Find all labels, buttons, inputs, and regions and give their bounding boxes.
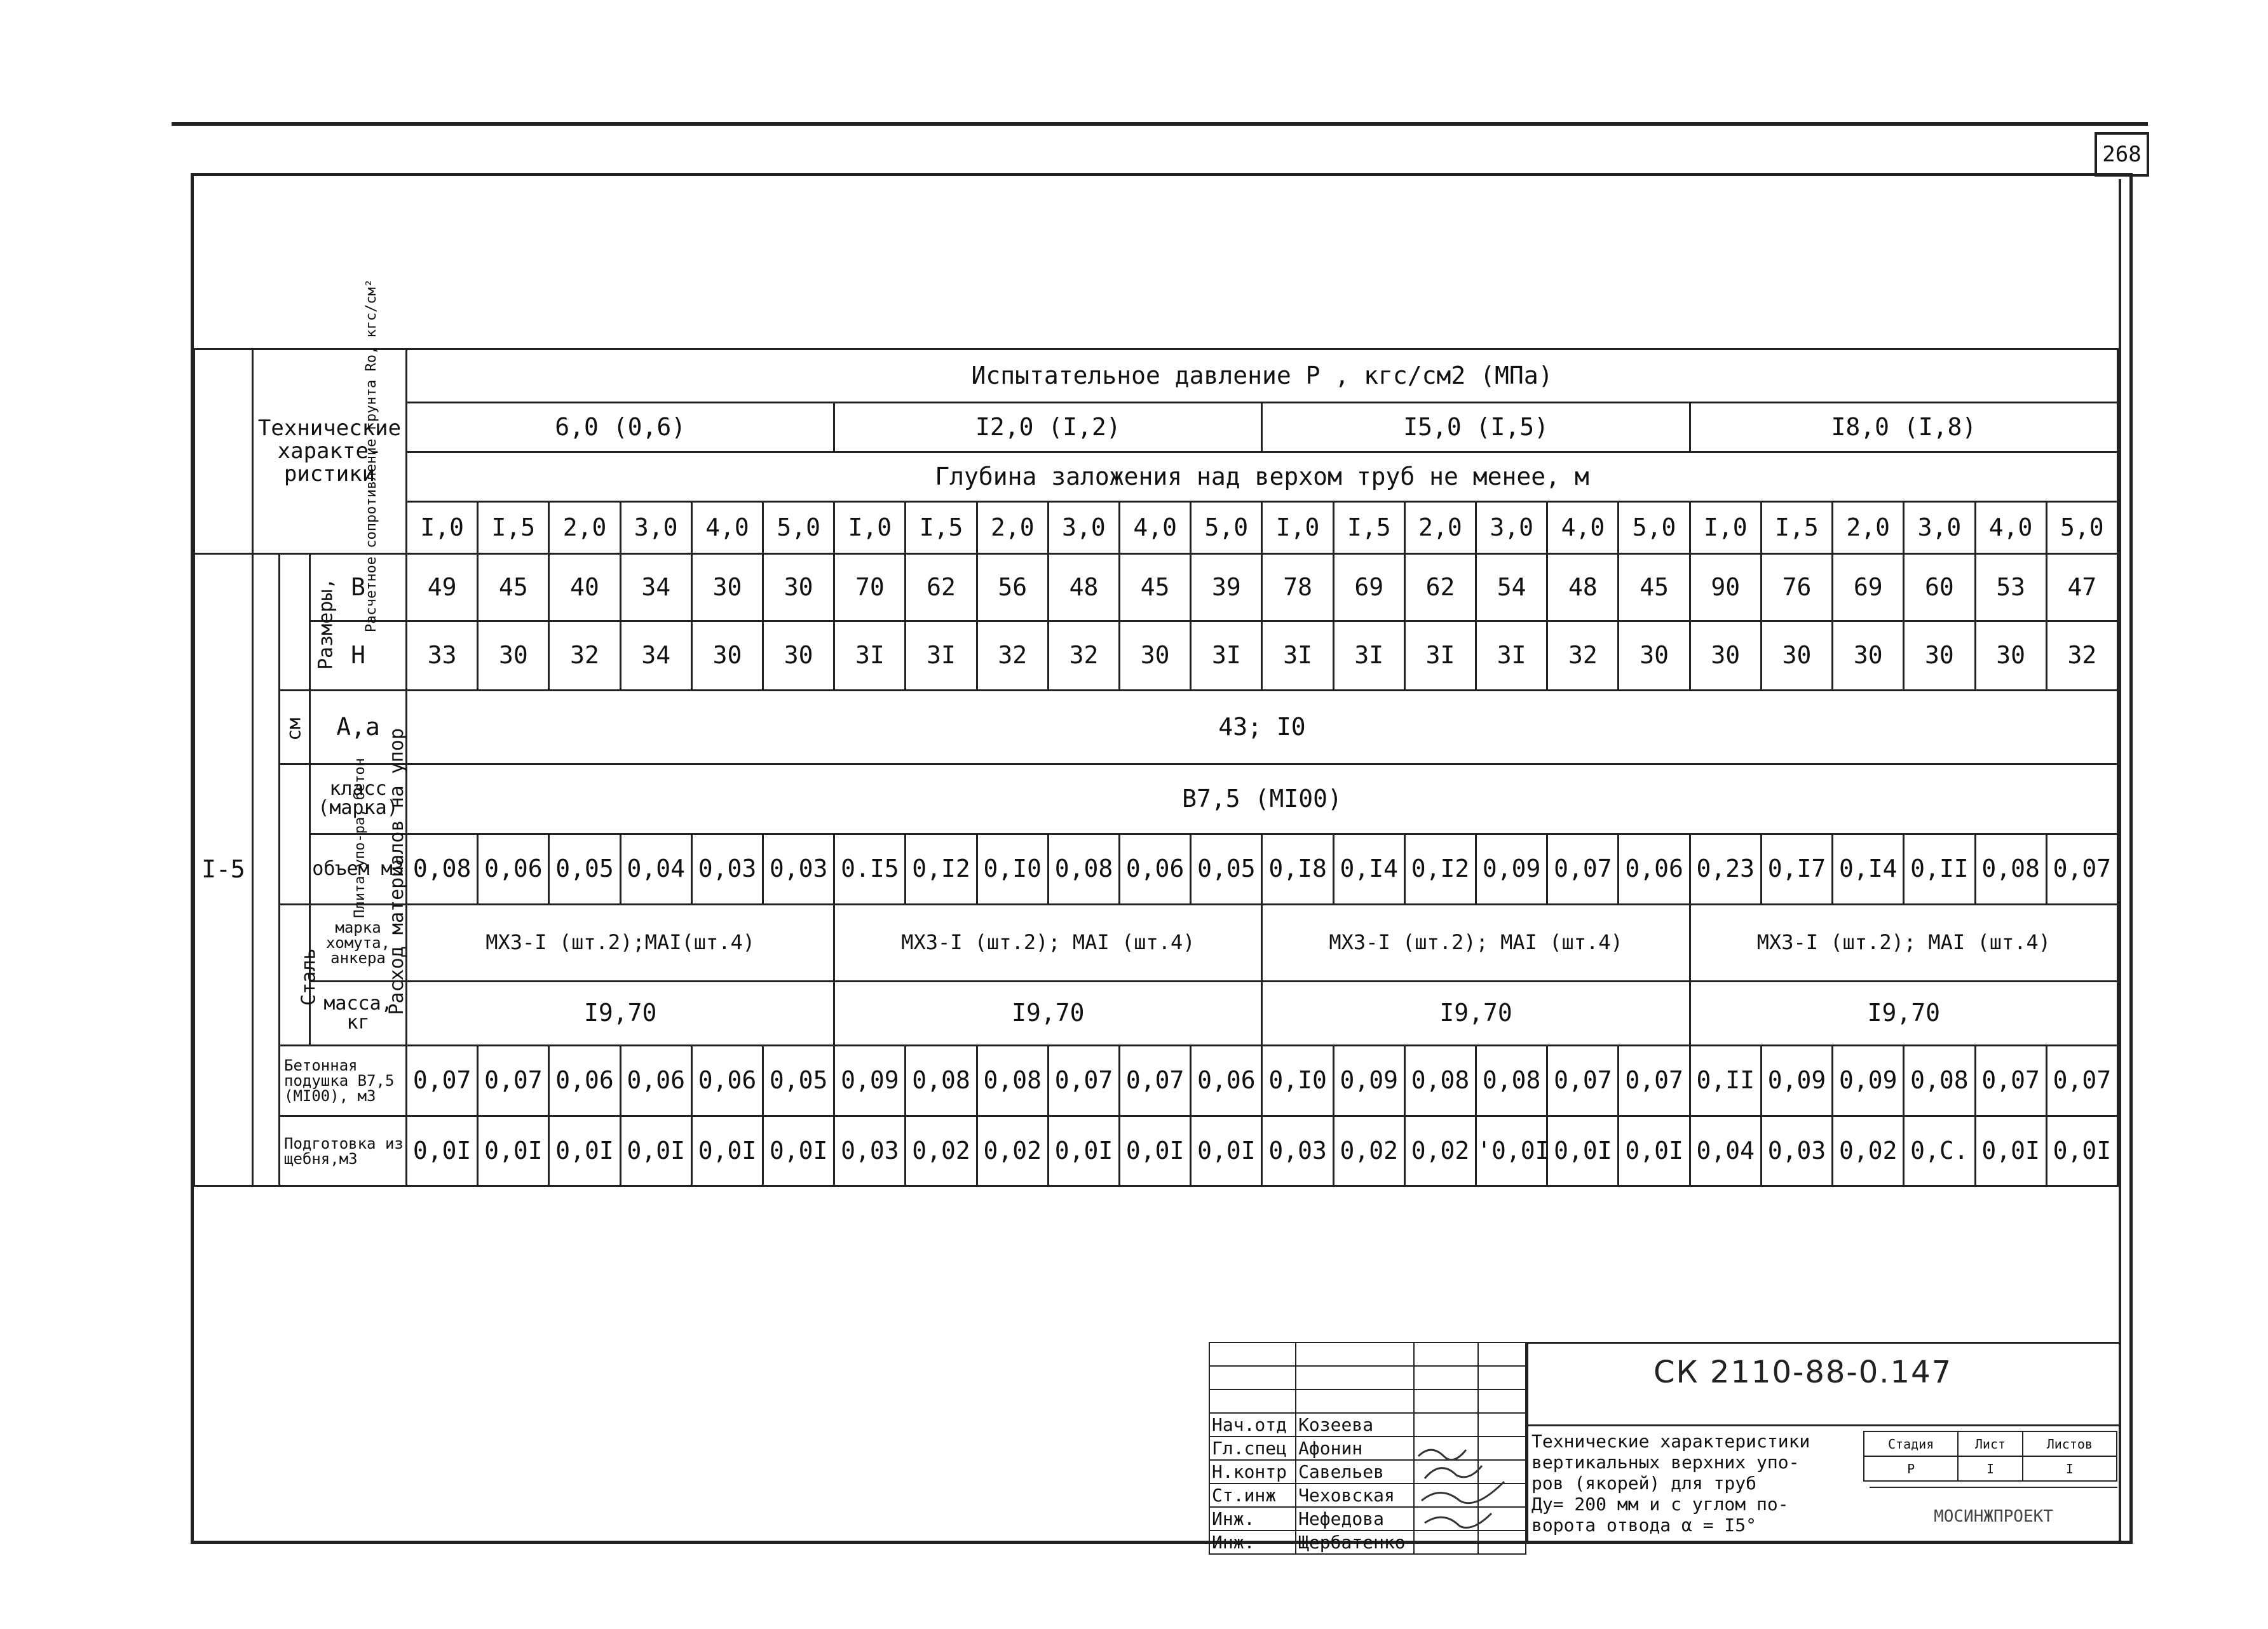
cell-b: 48 — [1048, 554, 1119, 621]
cell-h: 30 — [478, 621, 549, 691]
depth-value: 2,0 — [1404, 502, 1476, 554]
cell-h: 34 — [620, 621, 691, 691]
cell-h: 30 — [1619, 621, 1690, 691]
cell-h: 3I — [834, 621, 906, 691]
characteristics-table — [193, 278, 2119, 1187]
cell-shcheben: 0,0I — [763, 1116, 834, 1186]
cell-massa: I9,70 — [407, 981, 834, 1045]
top-rule — [172, 122, 2148, 126]
cell-beton: 0,08 — [1476, 1045, 1547, 1116]
stamp-name — [1296, 1342, 1414, 1366]
depth-value: I,5 — [1761, 502, 1832, 554]
cell-h: 32 — [1048, 621, 1119, 691]
cell-b: 40 — [549, 554, 620, 621]
row-marka — [194, 905, 2118, 981]
cell-shcheben: 0,04 — [1690, 1116, 1761, 1186]
cell-klass-value: B7,5 (MI00) — [407, 764, 2118, 834]
depth-value: 4,0 — [691, 502, 763, 554]
header-row-pressures — [194, 403, 2118, 452]
cell-b: 39 — [1191, 554, 1262, 621]
page-number: 268 — [2095, 132, 2149, 177]
cell-b: 78 — [1262, 554, 1333, 621]
cell-obem: 0,I0 — [977, 834, 1048, 905]
row-klass — [194, 764, 2118, 834]
cell-b: 69 — [1333, 554, 1404, 621]
cell-beton: 0,07 — [407, 1045, 478, 1116]
cell-h: 30 — [691, 621, 763, 691]
cell-b: 69 — [1833, 554, 1904, 621]
cell-shcheben: 0,02 — [1404, 1116, 1476, 1186]
cell-obem: 0,I4 — [1333, 834, 1404, 905]
cell-h: 30 — [763, 621, 834, 691]
cell-h: 32 — [1547, 621, 1619, 691]
row-label-h: H — [310, 621, 407, 691]
depth-value: I,5 — [906, 502, 977, 554]
stamp-divider — [1526, 1342, 1528, 1544]
sheet-header: Лист — [1958, 1431, 2022, 1456]
row-b — [194, 554, 2118, 621]
cell-h: 30 — [1975, 621, 2046, 691]
row-h — [194, 621, 2118, 691]
stage-header: Стадия — [1864, 1431, 1958, 1456]
stamp-name: Афонин — [1296, 1436, 1414, 1460]
cell-obem: 0,07 — [1547, 834, 1619, 905]
side-label-text: Расчетное сопротивление грунта Ro, кгс/см² — [363, 278, 380, 632]
cell-obem: 0,03 — [763, 834, 834, 905]
cell-shcheben: 0,0I — [691, 1116, 763, 1186]
cell-shcheben: 0,02 — [906, 1116, 977, 1186]
cell-b: 45 — [1120, 554, 1191, 621]
depth-value: I,0 — [834, 502, 906, 554]
cell-h: 3I — [1333, 621, 1404, 691]
row-label-b: B — [310, 554, 407, 621]
stamp-signature — [1414, 1366, 1477, 1389]
depth-value: 2,0 — [977, 502, 1048, 554]
depth-value: I,5 — [1333, 502, 1404, 554]
stamp-role — [1209, 1342, 1296, 1366]
stamp-date — [1478, 1342, 1526, 1366]
cell-obem: 0,03 — [691, 834, 763, 905]
cell-b: 90 — [1690, 554, 1761, 621]
drawing-description: Технические характеристики вертикальных верхних упо- ров (якорей) для труб Ду= 200 мм и с углом по- ворота отвода α = I5° — [1531, 1431, 1810, 1536]
header-row-pressure — [194, 349, 2118, 403]
soil-group-cell: I-5 — [194, 554, 253, 1186]
cell-beton: 0,06 — [620, 1045, 691, 1116]
sheet-info — [1863, 1431, 2117, 1482]
stamp-row — [1209, 1342, 1526, 1366]
depth-value: 4,0 — [1547, 502, 1619, 554]
cell-beton: 0,07 — [2046, 1045, 2117, 1116]
cell-obem: 0,04 — [620, 834, 691, 905]
sizes-unit-text: см — [283, 717, 306, 741]
steel-group-text: Сталь — [297, 948, 320, 1006]
depth-value: I,0 — [1690, 502, 1761, 554]
cell-shcheben: 0,0I — [1547, 1116, 1619, 1186]
cell-b: 62 — [1404, 554, 1476, 621]
cell-beton: 0,08 — [906, 1045, 977, 1116]
cell-h: 32 — [977, 621, 1048, 691]
cell-shcheben: 0,0I — [1048, 1116, 1119, 1186]
row-label-marka: марка хомута, анкера — [310, 905, 407, 981]
stamp-role: Инж. — [1209, 1531, 1296, 1554]
cell-h: 32 — [549, 621, 620, 691]
stamp-role — [1209, 1366, 1296, 1389]
cell-b: 45 — [1619, 554, 1690, 621]
cell-shcheben: 0,0I — [1191, 1116, 1262, 1186]
pressure-value: I2,0 (I,2) — [834, 403, 1262, 452]
cell-shcheben: 0,03 — [834, 1116, 906, 1186]
cell-h: 3I — [1404, 621, 1476, 691]
cell-beton: 0,07 — [1048, 1045, 1119, 1116]
cell-shcheben: 0,0I — [1975, 1116, 2046, 1186]
plate-group-text: Плита упо-ра, бетон — [351, 758, 368, 919]
cell-b: 47 — [2046, 554, 2117, 621]
depth-value: I,0 — [407, 502, 478, 554]
cell-h: 33 — [407, 621, 478, 691]
cell-b: 48 — [1547, 554, 1619, 621]
cell-beton: 0,II — [1690, 1045, 1761, 1116]
cell-shcheben: 0,0I — [1619, 1116, 1690, 1186]
cell-b: 54 — [1476, 554, 1547, 621]
cell-obem: 0,06 — [1619, 834, 1690, 905]
cell-obem: 0,05 — [549, 834, 620, 905]
cell-obem: 0,I8 — [1262, 834, 1333, 905]
cell-beton: 0,07 — [478, 1045, 549, 1116]
cell-beton: 0,06 — [691, 1045, 763, 1116]
cell-beton: 0,08 — [1404, 1045, 1476, 1116]
cell-b: 49 — [407, 554, 478, 621]
materials-group-text: Расход материалов на упор — [386, 728, 409, 1015]
cell-shcheben: 0,02 — [1333, 1116, 1404, 1186]
sizes-group-cell — [280, 554, 337, 691]
cell-a-value: 43; I0 — [407, 691, 2118, 764]
row-beton — [194, 1045, 2118, 1116]
cell-obem: 0,05 — [1191, 834, 1262, 905]
stamp-name: Нефедова — [1296, 1507, 1414, 1531]
pressure-value: I8,0 (I,8) — [1690, 403, 2117, 452]
cell-beton: 0,09 — [1333, 1045, 1404, 1116]
header-row-depths — [194, 502, 2118, 554]
stamp-name: Савельев — [1296, 1460, 1414, 1484]
cell-shcheben: 0,0I — [478, 1116, 549, 1186]
cell-beton: 0,06 — [549, 1045, 620, 1116]
cell-b: 62 — [906, 554, 977, 621]
cell-shcheben: 0,03 — [1262, 1116, 1333, 1186]
pressure-value: 6,0 (0,6) — [407, 403, 834, 452]
sheets-value: I — [2023, 1456, 2117, 1481]
cell-h: 30 — [1904, 621, 1975, 691]
cell-obem: 0,I7 — [1761, 834, 1832, 905]
header-row-depth-label — [194, 452, 2118, 502]
cell-shcheben: 0,C. — [1904, 1116, 1975, 1186]
document-code: СК 2110-88-0.147 — [1653, 1355, 1953, 1390]
cell-beton: 0,09 — [1761, 1045, 1832, 1116]
depth-value: 5,0 — [1619, 502, 1690, 554]
cell-h: 30 — [1833, 621, 1904, 691]
sizes-unit-cell — [280, 691, 310, 764]
cell-h: 3I — [906, 621, 977, 691]
stamp-date — [1478, 1366, 1526, 1389]
depth-value: 4,0 — [1120, 502, 1191, 554]
cell-h: 32 — [2046, 621, 2117, 691]
depth-value: I,0 — [1262, 502, 1333, 554]
stamp-role: Ст.инж — [1209, 1484, 1296, 1507]
signatures-scribble — [1406, 1393, 1520, 1545]
cell-beton: 0,07 — [1547, 1045, 1619, 1116]
cell-obem: 0,06 — [1120, 834, 1191, 905]
cell-obem: 0,I2 — [1404, 834, 1476, 905]
cell-obem: 0,23 — [1690, 834, 1761, 905]
depth-value: I,5 — [478, 502, 549, 554]
cell-b: 60 — [1904, 554, 1975, 621]
cell-obem: 0,I2 — [906, 834, 977, 905]
cell-h: 3I — [1262, 621, 1333, 691]
pressure-value: I5,0 (I,5) — [1262, 403, 1690, 452]
depth-value: 2,0 — [549, 502, 620, 554]
cell-beton: 0,05 — [763, 1045, 834, 1116]
organization: МОСИНЖПРОЕКТ — [1870, 1487, 2117, 1526]
title-block — [1209, 1342, 2120, 1553]
cell-obem: 0,I4 — [1833, 834, 1904, 905]
cell-h: 30 — [1690, 621, 1761, 691]
cell-b: 30 — [763, 554, 834, 621]
depth-value: 5,0 — [2046, 502, 2117, 554]
stamp-name: Чеховская — [1296, 1484, 1414, 1507]
cell-beton: 0,08 — [1904, 1045, 1975, 1116]
cell-h: 30 — [1120, 621, 1191, 691]
pressure-label: Испытательное давление Р , кгс/см2 (МПа) — [407, 349, 2118, 403]
sheets-header: Листов — [2023, 1431, 2117, 1456]
depth-value: 3,0 — [1904, 502, 1975, 554]
cell-shcheben: 0,0I — [2046, 1116, 2117, 1186]
depth-value: 5,0 — [763, 502, 834, 554]
cell-obem: 0,06 — [478, 834, 549, 905]
cell-obem: 0,09 — [1476, 834, 1547, 905]
cell-beton: 0,07 — [1120, 1045, 1191, 1116]
cell-obem: 0,08 — [1048, 834, 1119, 905]
cell-massa: I9,70 — [834, 981, 1262, 1045]
cell-massa: I9,70 — [1262, 981, 1690, 1045]
cell-beton: 0,06 — [1191, 1045, 1262, 1116]
cell-beton: 0,07 — [1975, 1045, 2046, 1116]
cell-shcheben: 0,0I — [549, 1116, 620, 1186]
cell-marka: MX3-I (шт.2); MAI (шт.4) — [834, 905, 1262, 981]
cell-shcheben: 0,0I — [1120, 1116, 1191, 1186]
cell-h: 30 — [1761, 621, 1832, 691]
cell-marka: MX3-I (шт.2); MAI (шт.4) — [1262, 905, 1690, 981]
stamp-mid-line — [1526, 1424, 2120, 1426]
row-label-shcheben: Подготовка из щебня,м3 — [280, 1116, 407, 1186]
row-label-klass: класс (марка) — [310, 764, 407, 834]
stamp-name — [1296, 1366, 1414, 1389]
depth-label: Глубина заложения над верхом труб не менее, м — [407, 452, 2118, 502]
row-label-beton: Бетонная подушка B7,5 (MI00), м3 — [280, 1045, 407, 1116]
cell-b: 30 — [691, 554, 763, 621]
depth-value: 3,0 — [1048, 502, 1119, 554]
cell-shcheben: 0,03 — [1761, 1116, 1832, 1186]
sheet-value: I — [1958, 1456, 2022, 1481]
row-label-massa: масса, кг — [310, 981, 407, 1045]
cell-h: 3I — [1476, 621, 1547, 691]
row-a — [194, 691, 2118, 764]
depth-value: 3,0 — [620, 502, 691, 554]
cell-shcheben: 0,02 — [1833, 1116, 1904, 1186]
depth-value: 5,0 — [1191, 502, 1262, 554]
sizes-group-text: Размеры, — [315, 578, 337, 670]
stamp-role: Нач.отд — [1209, 1413, 1296, 1436]
cell-shcheben: '0,0I — [1476, 1116, 1547, 1186]
cell-b: 34 — [620, 554, 691, 621]
depth-value: 4,0 — [1975, 502, 2046, 554]
steel-group-cell — [280, 905, 320, 1045]
row-label-obem: объем м3 — [310, 834, 407, 905]
stamp-name: Козеева — [1296, 1413, 1414, 1436]
cell-marka: MX3-I (шт.2);MAI(шт.4) — [407, 905, 834, 981]
cell-shcheben: 0,0I — [407, 1116, 478, 1186]
depth-value: 3,0 — [1476, 502, 1547, 554]
cell-h: 3I — [1191, 621, 1262, 691]
stamp-row — [1209, 1366, 1526, 1389]
cell-shcheben: 0,0I — [620, 1116, 691, 1186]
stamp-name — [1296, 1389, 1414, 1413]
cell-obem: 0,08 — [1975, 834, 2046, 905]
cell-b: 53 — [1975, 554, 2046, 621]
stamp-name: Щербатенко — [1296, 1531, 1414, 1554]
cell-beton: 0,09 — [1833, 1045, 1904, 1116]
stamp-top-line — [1526, 1342, 2120, 1344]
cell-beton: 0,07 — [1619, 1045, 1690, 1116]
row-massa — [194, 981, 2118, 1045]
tech-label: Технические характе-ристики — [253, 349, 407, 554]
cell-b: 70 — [834, 554, 906, 621]
stamp-role: Инж. — [1209, 1507, 1296, 1531]
cell-b: 76 — [1761, 554, 1832, 621]
frame-inner-line — [2119, 179, 2121, 1544]
cell-obem: 0,08 — [407, 834, 478, 905]
cell-b: 45 — [478, 554, 549, 621]
cell-obem: 0,II — [1904, 834, 1975, 905]
cell-shcheben: 0,02 — [977, 1116, 1048, 1186]
row-obem — [194, 834, 2118, 905]
stage-value: Р — [1864, 1456, 1958, 1481]
stamp-signature — [1414, 1342, 1477, 1366]
stamp-role — [1209, 1389, 1296, 1413]
cell-beton: 0,I0 — [1262, 1045, 1333, 1116]
cell-massa: I9,70 — [1690, 981, 2117, 1045]
cell-marka: MX3-I (шт.2); MAI (шт.4) — [1690, 905, 2117, 981]
depth-value: 2,0 — [1833, 502, 1904, 554]
stamp-role: Гл.спец — [1209, 1436, 1296, 1460]
cell-obem: 0,07 — [2046, 834, 2117, 905]
row-shcheben — [194, 1116, 2118, 1186]
cell-beton: 0,08 — [977, 1045, 1048, 1116]
cell-obem: 0.I5 — [834, 834, 906, 905]
row-label-a: A,a — [310, 691, 407, 764]
stamp-role: Н.контр — [1209, 1460, 1296, 1484]
cell-b: 56 — [977, 554, 1048, 621]
cell-beton: 0,09 — [834, 1045, 906, 1116]
